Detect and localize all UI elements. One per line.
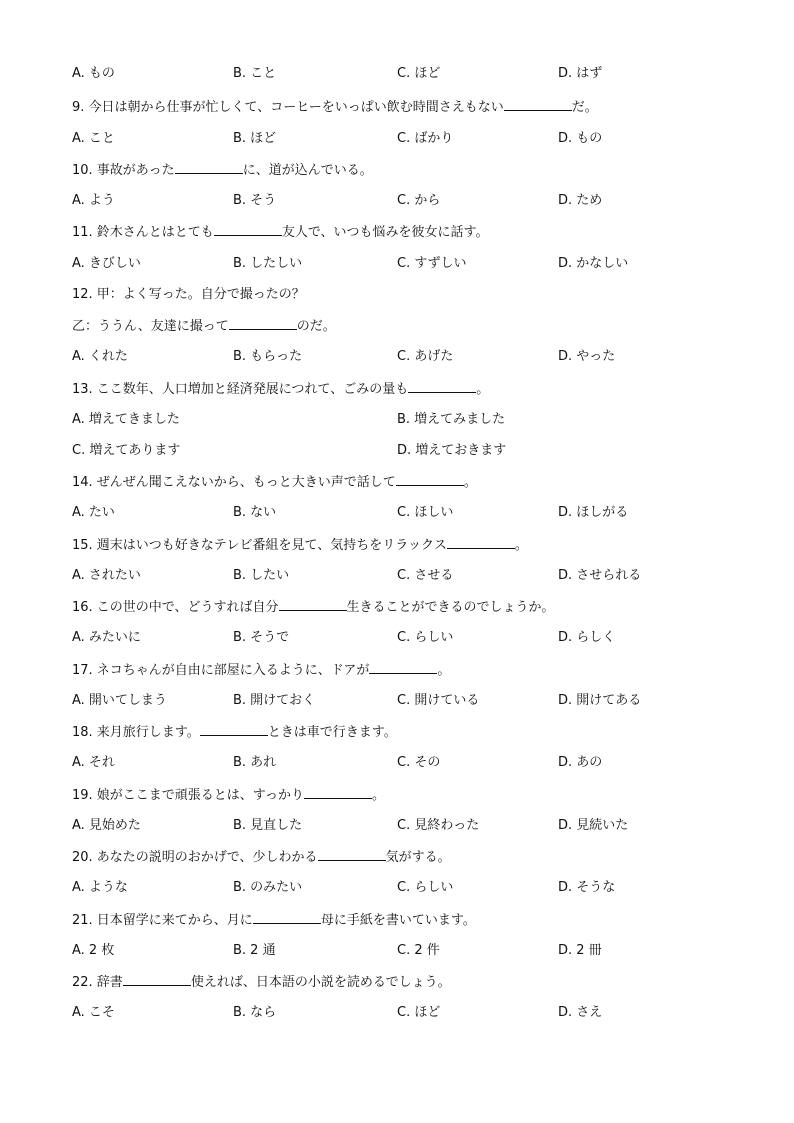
answer-option[interactable]: D. 見続いた: [558, 818, 629, 833]
answer-option[interactable]: C. ほど: [397, 1005, 441, 1020]
question-text: [72, 846, 451, 868]
question-stem: 22. 辞書: [72, 975, 123, 990]
answer-option[interactable]: D. 2 冊: [558, 943, 602, 958]
answer-blank[interactable]: [447, 534, 515, 549]
question-stem: 13. ここ数年、人口増加と経済発展につれて、ごみの量も: [72, 382, 409, 397]
question-text: [72, 159, 373, 181]
question-text: [72, 96, 598, 118]
answer-option[interactable]: A. きびしい: [72, 256, 141, 271]
answer-blank[interactable]: [123, 971, 191, 986]
answer-option[interactable]: C. 2 件: [397, 943, 440, 958]
answer-option[interactable]: B. のみたい: [233, 880, 303, 895]
question-text: [72, 721, 397, 743]
question-text: [72, 971, 451, 993]
question-stem: 10. 事故があった: [72, 163, 175, 178]
question-text: [72, 378, 489, 400]
question-text: [72, 659, 450, 681]
answer-blank[interactable]: [304, 784, 372, 799]
answer-options-row: [72, 346, 752, 368]
answer-option[interactable]: A. みたいに: [72, 630, 141, 645]
answer-options-row: [72, 63, 752, 85]
answer-blank[interactable]: [408, 378, 476, 393]
answer-options-row: [72, 502, 752, 524]
answer-options-row: [72, 409, 752, 431]
question-stem: 21. 日本留学に来てから、月に: [72, 913, 253, 928]
question-stem: 18. 来月旅行します。: [72, 725, 200, 740]
answer-option[interactable]: A. 増えてきました: [72, 412, 180, 427]
answer-option[interactable]: B. そう: [233, 193, 277, 208]
answer-option[interactable]: C. 見終わった: [397, 818, 480, 833]
answer-blank[interactable]: [214, 221, 282, 236]
answer-blank[interactable]: [318, 846, 386, 861]
question-tail: 母に手紙を書いています。: [320, 913, 476, 928]
answer-option[interactable]: A. それ: [72, 755, 115, 770]
question-stem: 17. ネコちゃんが自由に部屋に入るように、ドアが: [72, 663, 370, 678]
answer-blank[interactable]: [229, 315, 297, 330]
answer-option[interactable]: D. あの: [558, 755, 603, 770]
question-tail: 。: [372, 788, 386, 803]
question-stem: 20. あなたの説明のおかげで、少しわかる: [72, 850, 318, 865]
question-tail: 。: [437, 663, 451, 678]
answer-option[interactable]: A. もの: [72, 66, 115, 81]
answer-option[interactable]: B. もらった: [233, 349, 303, 364]
answer-option[interactable]: A. されたい: [72, 568, 141, 583]
answer-options-row: [72, 940, 752, 962]
answer-blank[interactable]: [396, 471, 464, 486]
answer-blank[interactable]: [253, 909, 321, 924]
question-stem: 9. 今日は朝から仕事が忙しくて、コーヒーをいっぱい飲む時間さえもない: [72, 100, 504, 115]
answer-option[interactable]: D. もの: [558, 131, 603, 146]
question-stem: 16. この世の中で、どうすれば自分: [72, 600, 279, 615]
answer-option[interactable]: C. すずしい: [397, 256, 467, 271]
answer-option[interactable]: C. 増えてあります: [72, 443, 181, 458]
answer-option[interactable]: B. 開けておく: [233, 693, 316, 708]
answer-option[interactable]: B. 増えてみました: [397, 412, 506, 427]
question-stem: 14. ぜんぜん聞こえないから、もっと大きい声で話して: [72, 475, 396, 490]
answer-option[interactable]: B. こと: [233, 66, 277, 81]
answer-option[interactable]: D. 開けてある: [558, 693, 642, 708]
question-tail: 友人で、いつも悩みを彼女に話す。: [281, 225, 489, 240]
answer-blank[interactable]: [175, 159, 243, 174]
question-stem: 15. 週末はいつも好きなテレビ番組を見て、気持ちをリラックス: [72, 538, 447, 553]
question-text: [72, 596, 555, 618]
question-text: [72, 909, 476, 931]
question-text: [72, 221, 489, 243]
answer-option[interactable]: C. 開けている: [397, 693, 480, 708]
answer-option[interactable]: A. くれた: [72, 349, 128, 364]
answer-option[interactable]: B. 見直した: [233, 818, 303, 833]
question-text: [72, 471, 477, 493]
question-tail: に、道が込んでいる。: [242, 163, 373, 178]
question-text: [72, 534, 528, 556]
question-tail: ときは車で行きます。: [267, 725, 397, 740]
answer-options-row: [72, 128, 752, 150]
answer-options-row: [72, 1002, 752, 1024]
answer-option[interactable]: D. さえ: [558, 1005, 603, 1020]
question-tail: のだ。: [296, 319, 336, 334]
question-text: [72, 284, 305, 306]
answer-option[interactable]: B. そうで: [233, 630, 290, 645]
answer-option[interactable]: D. ほしがる: [558, 505, 629, 520]
answer-option[interactable]: D. はず: [558, 66, 603, 81]
answer-blank[interactable]: [504, 96, 572, 111]
answer-option[interactable]: A. よう: [72, 193, 115, 208]
answer-option[interactable]: A. たい: [72, 505, 115, 520]
answer-options-row: [72, 815, 752, 837]
question-tail: 生きることができるのでしょうか。: [346, 600, 555, 615]
answer-options-row: [72, 253, 752, 275]
answer-options-row: [72, 565, 752, 587]
answer-option[interactable]: C. ばかり: [397, 131, 454, 146]
question-tail: 使えれば、日本語の小説を読めるでしょう。: [190, 975, 451, 990]
answer-options-row: [72, 190, 752, 212]
answer-blank[interactable]: [200, 721, 268, 736]
answer-option[interactable]: D. そうな: [558, 880, 616, 895]
question-tail: 。: [514, 538, 528, 553]
answer-blank[interactable]: [369, 659, 437, 674]
question-text: [72, 315, 336, 337]
answer-option[interactable]: C. させる: [397, 568, 454, 583]
answer-options-row: [72, 752, 752, 774]
answer-option[interactable]: A. こと: [72, 131, 115, 146]
answer-option[interactable]: C. から: [397, 193, 441, 208]
question-tail: 気がする。: [385, 850, 451, 865]
question-tail: 。: [463, 475, 477, 490]
answer-option[interactable]: D. やった: [558, 349, 616, 364]
answer-option[interactable]: C. らしい: [397, 880, 454, 895]
answer-option[interactable]: C. らしい: [397, 630, 454, 645]
answer-options-row: [72, 440, 752, 462]
answer-option[interactable]: B. ほど: [233, 131, 277, 146]
answer-option[interactable]: C. その: [397, 755, 441, 770]
answer-option[interactable]: D. かなしい: [558, 256, 629, 271]
answer-options-row: [72, 690, 752, 712]
answer-option[interactable]: D. らしく: [558, 630, 616, 645]
answer-option[interactable]: D. させられる: [558, 568, 642, 583]
answer-option[interactable]: B. したい: [233, 568, 290, 583]
question-tail: 。: [476, 382, 490, 397]
question-text: [72, 784, 385, 806]
answer-option[interactable]: B. なら: [233, 1005, 277, 1020]
question-tail: だ。: [571, 100, 598, 115]
answer-option[interactable]: B. したしい: [233, 256, 303, 271]
question-stem: 乙：ううん、友達に撮って: [72, 319, 229, 334]
answer-option[interactable]: A. こそ: [72, 1005, 115, 1020]
answer-option[interactable]: A. 2 枚: [72, 943, 115, 958]
answer-option[interactable]: C. あげた: [397, 349, 454, 364]
question-stem: 11. 鈴木さんとはとても: [72, 225, 214, 240]
answer-option[interactable]: D. 増えておきます: [397, 443, 507, 458]
answer-option[interactable]: A. 開いてしまう: [72, 693, 167, 708]
answer-option[interactable]: C. ほしい: [397, 505, 454, 520]
question-stem: 12. 甲：よく写った。自分で撮ったの？: [72, 287, 305, 302]
answer-options-row: [72, 877, 752, 899]
answer-option[interactable]: A. 見始めた: [72, 818, 141, 833]
question-stem: 19. 娘がここまで頑張るとは、すっかり: [72, 788, 305, 803]
answer-options-row: [72, 627, 752, 649]
answer-option[interactable]: A. ような: [72, 880, 128, 895]
answer-blank[interactable]: [279, 596, 347, 611]
answer-option[interactable]: D. ため: [558, 193, 603, 208]
answer-option[interactable]: B. 2 通: [233, 943, 276, 958]
answer-option[interactable]: B. ない: [233, 505, 277, 520]
answer-option[interactable]: B. あれ: [233, 755, 277, 770]
answer-option[interactable]: C. ほど: [397, 66, 441, 81]
